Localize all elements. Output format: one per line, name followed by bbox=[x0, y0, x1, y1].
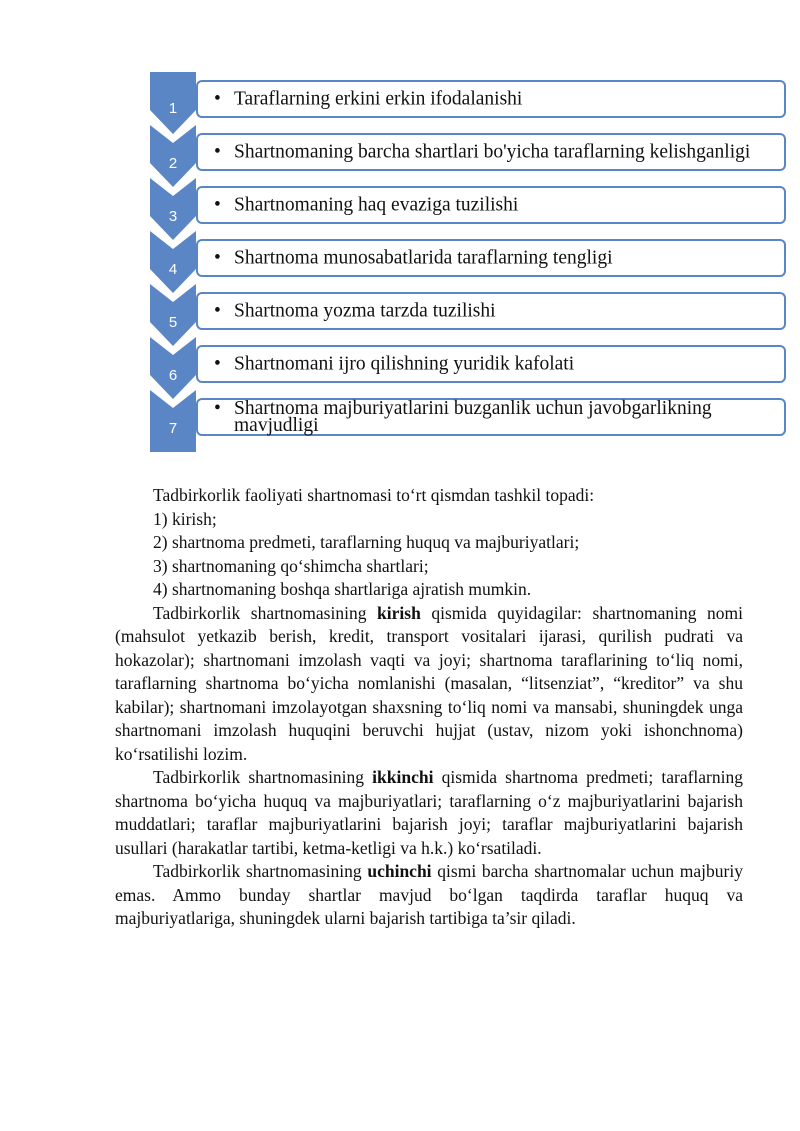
intro-paragraph: Tadbirkorlik faoliyati shartnomasi to‘rt qismdan tashkil topadi: bbox=[153, 485, 595, 505]
step-box-4 bbox=[196, 239, 786, 277]
bullet-7: • bbox=[214, 398, 221, 419]
step-number-7: 7 bbox=[168, 420, 178, 437]
bullet-4: • bbox=[214, 247, 221, 269]
step-text-3: Shartnomaning haq evaziga tuzilishi bbox=[234, 194, 519, 216]
step-number-5: 5 bbox=[168, 314, 178, 331]
bullet-3: • bbox=[214, 194, 221, 216]
step-number-1: 1 bbox=[168, 100, 178, 117]
paragraph-kirish-rest: qismida quyidagilar: shartnomaning nomi (mahsulot yetkazib berish, kredit, transport vositalari ijarasi, qurilish pudrati va hokazolar); shartnomani imzolash vaqti va joyi; shartnoma taraflarining to‘liq nomi, taraflarning shartnoma bo‘yicha nomlanishi (masalan, “litsenziat”, “kreditor” va shu kabilar); shartnomani imzolayotgan shaxsning to‘liq nomi va mansabi, shuningdek unga shartnomani imzolash huquqini beruvchi hujjat (ustav, nizom yoki ishonchnoma) ko‘rsatilishi lozim. bbox=[115, 602, 743, 764]
paragraph-uchinchi-lead: Tadbirkorlik shartnomasining bbox=[153, 861, 368, 881]
diagram-row-7 bbox=[150, 396, 790, 446]
bullet-6: • bbox=[214, 353, 221, 375]
diagram-row-3 bbox=[150, 184, 790, 234]
diagram-row-5 bbox=[150, 290, 790, 340]
part-item-1: 1) kirish; bbox=[153, 508, 217, 529]
paragraph-kirish bbox=[115, 602, 743, 767]
step-box-2 bbox=[196, 133, 786, 171]
step-box-7 bbox=[196, 398, 786, 436]
step-number-6: 6 bbox=[168, 367, 178, 384]
bold-uchinchi: uchinchi bbox=[367, 861, 432, 881]
process-diagram bbox=[150, 78, 790, 463]
part-item-4: 4) shartnomaning boshqa shartlariga ajratish mumkin. bbox=[153, 579, 532, 599]
step-text-2: Shartnomaning barcha shartlari bo'yicha taraflarning kelishganligi bbox=[234, 141, 751, 163]
paragraph-ikkinchi-lead: Tadbirkorlik shartnomasining bbox=[153, 767, 373, 787]
paragraph-ikkinchi bbox=[115, 766, 743, 860]
paragraph-kirish-lead: Tadbirkorlik shartnomasining bbox=[153, 602, 378, 623]
paragraph-ikkinchi-rest: qismida shartnoma predmeti; taraflarning shartnoma bo‘yicha huquq va majburiyatlari; taraflarning o‘z majburiyatlarini bajarish muddatlari; taraflar majburiyatlarini bajarish joyi; taraflar majburiyatlarini bajarish usullari (harakatlar tartibi, ketma-ketligi va h.k.) ko‘rsatiladi. bbox=[115, 767, 743, 858]
diagram-row-6 bbox=[150, 343, 790, 393]
diagram-row-4 bbox=[150, 237, 790, 287]
bullet-5: • bbox=[214, 300, 221, 322]
step-text-4: Shartnoma munosabatlarida taraflarning tengligi bbox=[234, 247, 613, 269]
step-text-7: Shartnoma majburiyatlarini buzganlik uchun javobgarlikning mavjudligi bbox=[234, 398, 712, 436]
diagram-row-2 bbox=[150, 131, 790, 181]
body-text bbox=[115, 484, 743, 931]
bold-kirish: kirish bbox=[377, 602, 421, 623]
step-box-5 bbox=[196, 292, 786, 330]
paragraph-uchinchi bbox=[115, 860, 743, 931]
step-text-1: Taraflarning erkini erkin ifodalanishi bbox=[234, 88, 523, 110]
bullet-1: • bbox=[214, 88, 221, 110]
step-number-2: 2 bbox=[168, 155, 178, 172]
step-box-6 bbox=[196, 345, 786, 383]
diagram-row-1 bbox=[150, 78, 790, 128]
part-item-2: 2) shartnoma predmeti, taraflarning huquq va majburiyatlari; bbox=[153, 532, 580, 552]
step-text-5: Shartnoma yozma tarzda tuzilishi bbox=[234, 300, 496, 322]
bullet-2: • bbox=[214, 141, 221, 163]
step-text-6: Shartnomani ijro qilishning yuridik kafolati bbox=[234, 353, 575, 375]
part-item-3: 3) shartnomaning qo‘shimcha shartlari; bbox=[153, 555, 429, 576]
step-number-4: 4 bbox=[168, 261, 178, 278]
step-number-3: 3 bbox=[168, 208, 178, 225]
step-box-3 bbox=[196, 186, 786, 224]
bold-ikkinchi: ikkinchi bbox=[372, 767, 434, 787]
paragraph-uchinchi-rest: qismi barcha shartnomalar uchun majburiy emas. Ammo bunday shartlar mavjud bo‘lgan taqdirda taraflar huquq va majburiyatlariga, shuningdek ularni bajarish tartibiga ta’sir qiladi. bbox=[115, 861, 743, 928]
step-box-1 bbox=[196, 80, 786, 118]
